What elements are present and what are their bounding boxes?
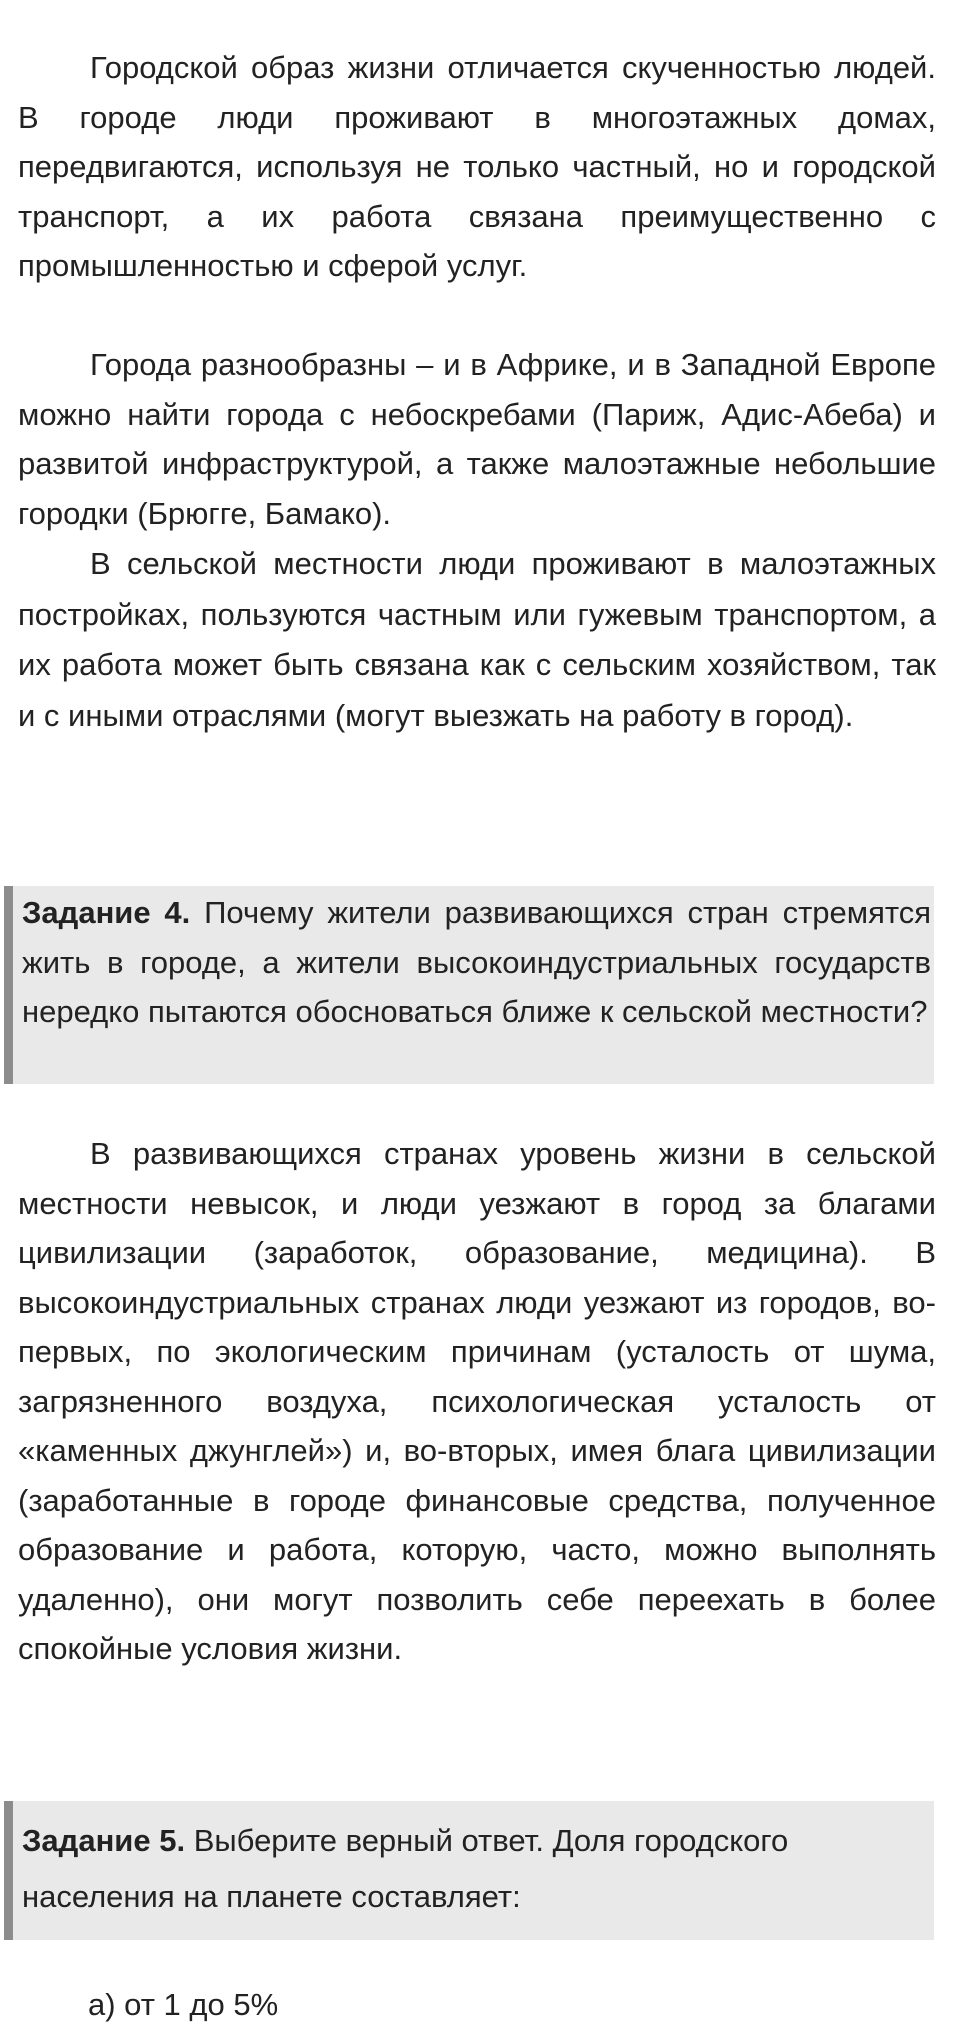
answer-option-a: а) от 1 до 5%: [88, 1987, 279, 2022]
paragraph-rural-lifestyle: В сельской местности люди проживают в малоэтажных постройках, пользуются частным или гужевым транспортом, а их работа может быть связана как с сельским хозяйством, так и с иными отраслями (могут выезжать на работу в город).: [18, 546, 936, 733]
task-4-label: Задание 4.: [22, 895, 191, 930]
task-5-label: Задание 5.: [22, 1823, 186, 1858]
task-4-question: [22, 888, 931, 1037]
paragraph-urban-lifestyle: Городской образ жизни отличается скученностью людей. В городе люди проживают в многоэтажных домах, передвигаются, используя не только частный, но и городской транспорт, а их работа связана преимущественно с промышленностью и сферой услуг.: [18, 50, 936, 283]
task-4-box: [4, 886, 934, 1084]
task-5-text: Выберите верный ответ. Доля городского населения на планете составляет:: [22, 1823, 789, 1914]
task-4-text: Почему жители развивающихся стран стремятся жить в городе, а жители высокоиндустриальных государств нередко пытаются обосноваться ближе к сельской местности?: [22, 895, 931, 1029]
task-5-question: [22, 1813, 931, 1925]
paragraph-task-4-answer: В развивающихся странах уровень жизни в сельской местности невысок, и люди уезжают в город за благами цивилизации (заработок, образование, медицина). В высокоиндустриальных странах люди уезжают из городов, во-первых, по экологическим причинам (усталость от шума, загрязненного воздуха, психологическая усталость от «каменных джунглей») и, во-вторых, имея блага цивилизации (заработанные в городе финансовые средства, полученное образование и работа, которую, часто, можно выполнять удаленно), они могут позволить себе переехать в более спокойные условия жизни.: [18, 1136, 936, 1666]
task-5-box: [4, 1801, 934, 1940]
paragraph-city-diversity: Города разнообразны – и в Африке, и в Западной Европе можно найти города с небоскребами (Париж, Адис-Абеба) и развитой инфраструктурой, а также малоэтажные небольшие городки (Брюгге, Бамако).: [18, 347, 936, 531]
